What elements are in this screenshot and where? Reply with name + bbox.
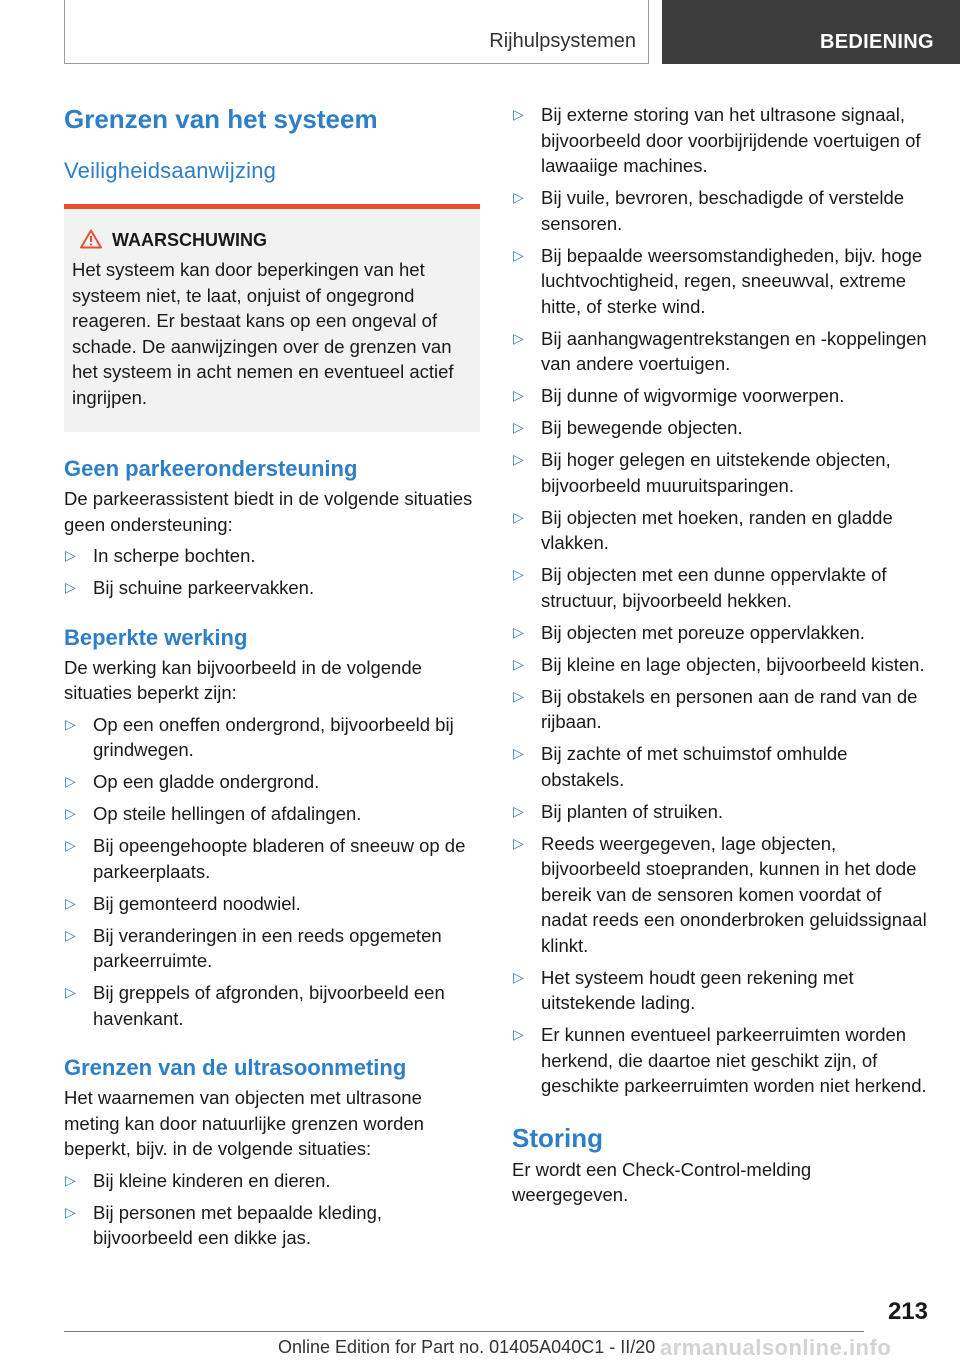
page-title: Grenzen van het systeem	[64, 104, 378, 134]
triangle-bullet-icon: ▷	[65, 894, 76, 911]
warning-text: Het systeem kan door beperkingen van het systeem niet, te laat, onjuist of ongegrond reageren. Er bestaat kans op een ongeval of schade. De aanwijzingen over de grenzen van het systeem in acht nemen en eventueel actief ingrijpen.	[72, 259, 454, 408]
list-item: ▷ Bij gemonteerd noodwiel.	[64, 891, 480, 917]
list-item: ▷ Bij obstakels en personen aan de rand van de rijbaan.	[513, 685, 918, 732]
triangle-bullet-icon: ▷	[513, 106, 524, 122]
warning-triangle-icon	[72, 229, 112, 251]
left-column	[64, 102, 480, 1257]
list-item: ▷ Bij planten of struiken.	[512, 799, 928, 825]
triangle-bullet-icon: ▷	[65, 715, 76, 732]
right-column	[512, 102, 928, 1208]
section-heading-limited-function: Beperkte werking	[64, 624, 248, 650]
list-item: ▷ Bij aanhangwagentrekstangen en -koppelingen van andere voertuigen.	[513, 327, 927, 374]
list-item: ▷ Bij vuile, bevroren, beschadigde of verstelde sensoren.	[513, 187, 905, 234]
section-heading-no-parking-support: Geen parkeerondersteuning	[64, 456, 358, 481]
page-subtitle: Veiligheidsaanwijzing	[64, 158, 277, 183]
triangle-bullet-icon: ▷	[513, 387, 524, 403]
header-bottom-rule	[64, 63, 649, 64]
footer-edition: Online Edition for Part no. 01405A040C1 - II/20	[278, 1337, 656, 1357]
triangle-bullet-icon: ▷	[65, 926, 76, 943]
triangle-bullet-icon: ▷	[513, 745, 524, 761]
list-item: ▷ Bij hoger gelegen en uitstekende objecten, bijvoorbeeld muuruitsparingen.	[513, 449, 891, 496]
list-item: ▷ Er kunnen eventueel parkeerruimten worden herkend, die daartoe niet geschikt zijn, of geschikte parkeerruimten worden niet herkend.	[513, 1024, 927, 1096]
triangle-bullet-icon: ▷	[513, 189, 524, 205]
bullet-list	[64, 543, 480, 601]
triangle-bullet-icon: ▷	[65, 579, 76, 595]
triangle-bullet-icon: ▷	[513, 566, 524, 582]
list-item: ▷ Op een gladde ondergrond.	[64, 769, 480, 795]
triangle-bullet-icon: ▷	[65, 984, 76, 1000]
bullet-list	[64, 712, 480, 1032]
list-item: ▷ Bij kleine kinderen en dieren.	[64, 1168, 480, 1194]
list-item: ▷ Bij bewegende objecten.	[512, 415, 928, 441]
list-item: ▷ Bij objecten met hoeken, randen en gladde vlakken.	[513, 506, 893, 553]
triangle-bullet-icon: ▷	[513, 655, 524, 672]
triangle-bullet-icon: ▷	[513, 623, 524, 640]
header-chapter-tab: BEDIENING	[662, 0, 960, 64]
footer-rule	[64, 1331, 864, 1332]
warning-header	[72, 227, 472, 253]
triangle-bullet-icon: ▷	[513, 834, 524, 851]
triangle-bullet-icon: ▷	[65, 773, 76, 789]
bullet-list	[512, 102, 928, 1099]
warning-box	[64, 204, 480, 432]
warning-label: WAARSCHUWING	[112, 230, 267, 250]
section-heading-ultrasound-limits: Grenzen van de ultrasoonmeting	[64, 1055, 407, 1080]
section-intro: De werking kan bijvoorbeeld in de volgende situaties beperkt zijn:	[64, 656, 422, 703]
header-section-title: Rijhulpsystemen	[489, 30, 636, 52]
triangle-bullet-icon: ▷	[513, 246, 524, 263]
list-item: ▷ Bij externe storing van het ultrasone signaal, bijvoorbeeld door voorbijrijdende voertuigen of lawaaiige machines.	[513, 104, 921, 176]
triangle-bullet-icon: ▷	[65, 837, 76, 853]
triangle-bullet-icon: ▷	[65, 1203, 76, 1220]
malfunction-text: Er wordt een Check-Control-melding weergegeven.	[512, 1158, 812, 1205]
triangle-bullet-icon: ▷	[513, 968, 524, 985]
list-item: ▷ Op steile hellingen of afdalingen.	[64, 801, 480, 827]
triangle-bullet-icon: ▷	[513, 419, 524, 435]
triangle-bullet-icon: ▷	[513, 687, 524, 704]
header-left-rule	[64, 0, 65, 64]
page-number: 213	[887, 1298, 928, 1325]
list-item: ▷ Bij greppels of afgronden, bijvoorbeeld een havenkant.	[65, 982, 445, 1029]
list-item: ▷ Bij kleine en lage objecten, bijvoorbeeld kisten.	[512, 652, 928, 678]
list-item: ▷ Bij opeengehoopte bladeren of sneeuw op de parkeerplaats.	[65, 835, 466, 882]
triangle-bullet-icon: ▷	[65, 1171, 76, 1188]
triangle-bullet-icon: ▷	[513, 451, 524, 467]
triangle-bullet-icon: ▷	[513, 508, 524, 525]
list-item: ▷ Bij objecten met een dunne oppervlakte of structuur, bijvoorbeeld hekken.	[513, 564, 887, 611]
bullet-list	[64, 1168, 480, 1251]
list-item: ▷ Het systeem houdt geen rekening met uitstekende lading.	[513, 966, 854, 1013]
list-item: ▷ Bij schuine parkeervakken.	[64, 575, 480, 601]
section-intro: Het waarnemen van objecten met ultrasone meting kan door natuurlijke grenzen worden beperkt, bijv. in de volgende situaties:	[64, 1087, 424, 1159]
triangle-bullet-icon: ▷	[65, 805, 76, 821]
triangle-bullet-icon: ▷	[513, 329, 524, 346]
list-item: ▷ Op een oneffen ondergrond, bijvoorbeeld bij grindwegen.	[65, 713, 454, 760]
list-item: ▷ In scherpe bochten.	[64, 543, 480, 569]
list-item: ▷ Bij veranderingen in een reeds opgemeten parkeerruimte.	[65, 924, 442, 971]
triangle-bullet-icon: ▷	[65, 547, 76, 563]
list-item: ▷ Bij zachte of met schuimstof omhulde obstakels.	[513, 743, 848, 790]
section-heading-malfunction: Storing	[512, 1122, 603, 1153]
list-item: ▷ Reeds weergegeven, lage objecten, bijvoorbeeld stoepranden, kunnen in het dode bereik van de sensoren komen voordat of nadat reeds een ononderbroken geluidssignaal klinkt.	[513, 832, 927, 956]
list-item: ▷ Bij objecten met poreuze oppervlakken.	[512, 620, 928, 646]
list-item: ▷ Bij bepaalde weersomstandigheden, bijv. hoge luchtvochtigheid, regen, sneeuwval, extreme hitte, of sterke wind.	[513, 244, 923, 317]
list-item: ▷ Bij personen met bepaalde kleding, bijvoorbeeld een dikke jas.	[65, 1201, 382, 1248]
list-item: ▷ Bij dunne of wigvormige voorwerpen.	[512, 383, 928, 409]
section-intro: De parkeerassistent biedt in de volgende situaties geen ondersteuning:	[64, 488, 473, 535]
header-right-rule	[648, 0, 649, 64]
footer-watermark: armanualsonline.info	[660, 1335, 892, 1360]
triangle-bullet-icon: ▷	[513, 802, 524, 819]
triangle-bullet-icon: ▷	[513, 1026, 524, 1042]
